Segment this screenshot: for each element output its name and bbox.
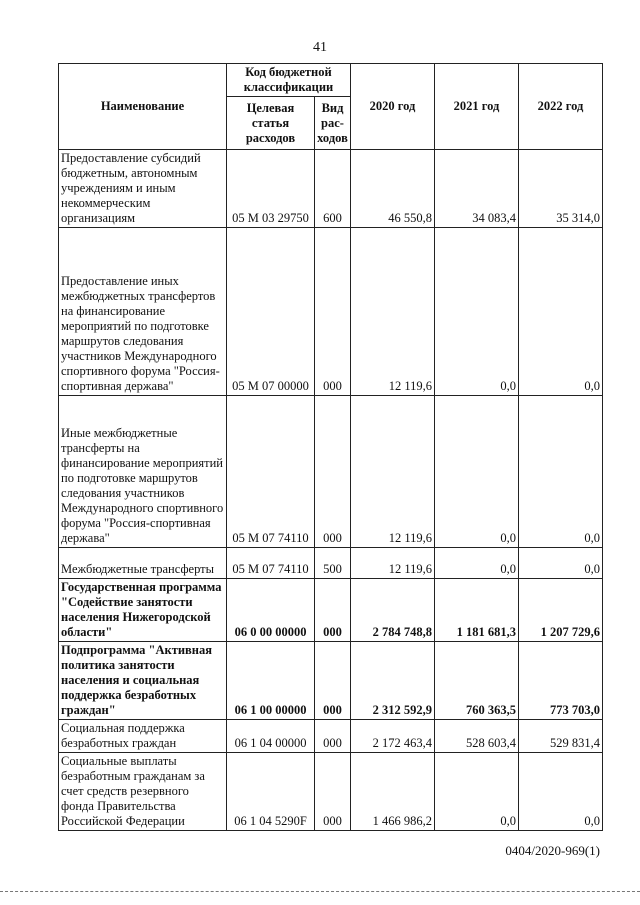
row-name: Иные межбюджетные трансферты на финансирование мероприятий по подготовке маршрутов следования участников Международного спортивного форума "Россия-спортивная держава" xyxy=(59,396,227,548)
row-type: 600 xyxy=(315,150,351,228)
row-2020: 2 172 463,4 xyxy=(351,720,435,753)
row-2021: 34 083,4 xyxy=(435,150,519,228)
row-2021: 0,0 xyxy=(435,396,519,548)
row-2022: 529 831,4 xyxy=(519,720,603,753)
header-code-group: Код бюджетной классификации xyxy=(227,64,351,97)
row-code: 06 0 00 00000 xyxy=(227,579,315,642)
table-row xyxy=(59,753,603,831)
row-code: 05 М 07 00000 xyxy=(227,228,315,396)
row-type: 000 xyxy=(315,579,351,642)
row-type: 000 xyxy=(315,396,351,548)
header-type: Вид рас-ходов xyxy=(315,97,351,150)
row-2020: 12 119,6 xyxy=(351,396,435,548)
header-name: Наименование xyxy=(59,64,227,150)
row-type: 500 xyxy=(315,548,351,579)
row-2022: 773 703,0 xyxy=(519,642,603,720)
footer-divider xyxy=(0,891,640,892)
row-2020: 2 312 592,9 xyxy=(351,642,435,720)
row-2020: 12 119,6 xyxy=(351,228,435,396)
row-type: 000 xyxy=(315,720,351,753)
header-target: Целевая статья расходов xyxy=(227,97,315,150)
row-type: 000 xyxy=(315,753,351,831)
row-code: 05 М 03 29750 xyxy=(227,150,315,228)
table-row xyxy=(59,548,603,579)
table-row xyxy=(59,720,603,753)
row-name: Подпрограмма "Активная политика занятости населения и социальная поддержка безработных граждан" xyxy=(59,642,227,720)
table-row xyxy=(59,579,603,642)
row-2021: 0,0 xyxy=(435,548,519,579)
row-2021: 0,0 xyxy=(435,753,519,831)
row-type: 000 xyxy=(315,228,351,396)
row-2020: 12 119,6 xyxy=(351,548,435,579)
row-2020: 2 784 748,8 xyxy=(351,579,435,642)
row-2022: 35 314,0 xyxy=(519,150,603,228)
row-code: 05 М 07 74110 xyxy=(227,396,315,548)
row-type: 000 xyxy=(315,642,351,720)
row-2022: 0,0 xyxy=(519,548,603,579)
row-2022: 0,0 xyxy=(519,753,603,831)
row-code: 06 1 00 00000 xyxy=(227,642,315,720)
row-code: 06 1 04 00000 xyxy=(227,720,315,753)
row-2020: 46 550,8 xyxy=(351,150,435,228)
table-row xyxy=(59,396,603,548)
page-number: 41 xyxy=(313,40,327,55)
budget-table xyxy=(58,63,603,831)
row-name: Предоставление иных межбюджетных трансфертов на финансирование мероприятий по подготовке маршрутов следования участников Международного спортивного форума "Россия-спортивная держава" xyxy=(59,228,227,396)
row-2021: 760 363,5 xyxy=(435,642,519,720)
row-2022: 1 207 729,6 xyxy=(519,579,603,642)
header-2021: 2021 год xyxy=(435,64,519,150)
header-2020: 2020 год xyxy=(351,64,435,150)
row-name: Предоставление субсидий бюджетным, автономным учреждениям и иным некоммерческим организациям xyxy=(59,150,227,228)
table-row xyxy=(59,150,603,228)
table-row xyxy=(59,228,603,396)
table-row xyxy=(59,642,603,720)
row-2022: 0,0 xyxy=(519,396,603,548)
row-2021: 528 603,4 xyxy=(435,720,519,753)
header-2022: 2022 год xyxy=(519,64,603,150)
row-2021: 1 181 681,3 xyxy=(435,579,519,642)
row-code: 06 1 04 5290F xyxy=(227,753,315,831)
row-name: Социальная поддержка безработных граждан xyxy=(59,720,227,753)
row-2022: 0,0 xyxy=(519,228,603,396)
row-code: 05 М 07 74110 xyxy=(227,548,315,579)
row-name: Социальные выплаты безработным гражданам за счет средств резервного фонда Правительства Российской Федерации xyxy=(59,753,227,831)
row-2020: 1 466 986,2 xyxy=(351,753,435,831)
row-2021: 0,0 xyxy=(435,228,519,396)
document-code: 0404/2020-969(1) xyxy=(505,843,600,858)
row-name: Государственная программа "Содействие занятости населения Нижегородской области" xyxy=(59,579,227,642)
row-name: Межбюджетные трансферты xyxy=(59,548,227,579)
